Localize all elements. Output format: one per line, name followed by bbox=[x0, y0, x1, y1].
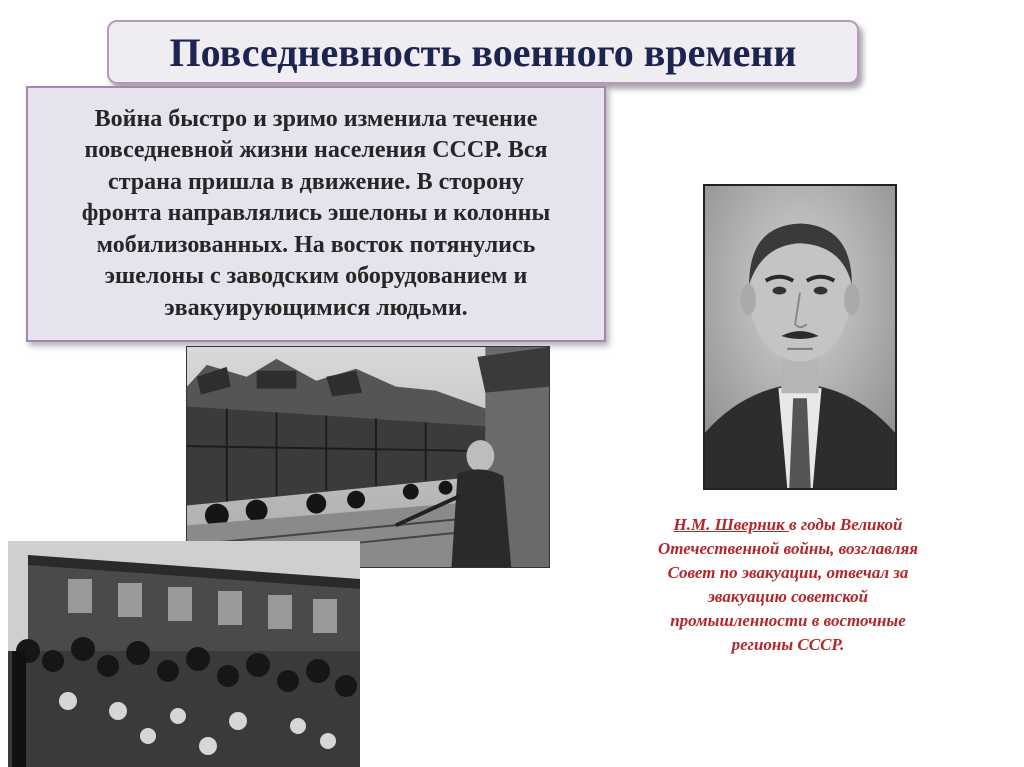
caption-line: Отечественной войны, возглавляя bbox=[657, 539, 919, 558]
caption-line: промышленности в восточные bbox=[670, 611, 906, 630]
caption-line: эвакуацию советской bbox=[707, 587, 869, 606]
body-text bbox=[82, 104, 550, 325]
caption-line: в годы Великой bbox=[788, 515, 903, 534]
caption-line: Совет по эвакуации, отвечал за bbox=[667, 563, 909, 582]
body-line: эвакуирующимися людьми. bbox=[164, 294, 468, 321]
train-photo-image bbox=[187, 347, 549, 567]
evacuation-train-photo bbox=[186, 346, 550, 568]
body-line: повседневной жизни населения СССР. Вся bbox=[84, 137, 548, 164]
portrait-caption bbox=[588, 513, 988, 657]
body-line: Война быстро и зримо изменила течение bbox=[94, 105, 538, 132]
slide-title: Повседневность военного времени bbox=[169, 29, 797, 75]
crowd-photo-image bbox=[8, 541, 360, 767]
caption-name-link[interactable]: Н.М. Шверник bbox=[673, 515, 789, 534]
evacuation-crowd-photo bbox=[8, 541, 360, 767]
shvernik-portrait-photo bbox=[703, 184, 897, 490]
body-line: мобилизованных. На восток потянулись bbox=[96, 231, 536, 258]
body-line: фронта направлялись эшелоны и колонны bbox=[81, 200, 551, 227]
caption-line: регионы СССР. bbox=[731, 635, 845, 654]
portrait-photo-image bbox=[705, 186, 895, 488]
body-line: страна пришла в движение. В сторону bbox=[108, 168, 524, 195]
body-line: эшелоны с заводским оборудованием и bbox=[104, 263, 528, 290]
title-box bbox=[107, 20, 859, 84]
body-text-box bbox=[26, 86, 606, 342]
